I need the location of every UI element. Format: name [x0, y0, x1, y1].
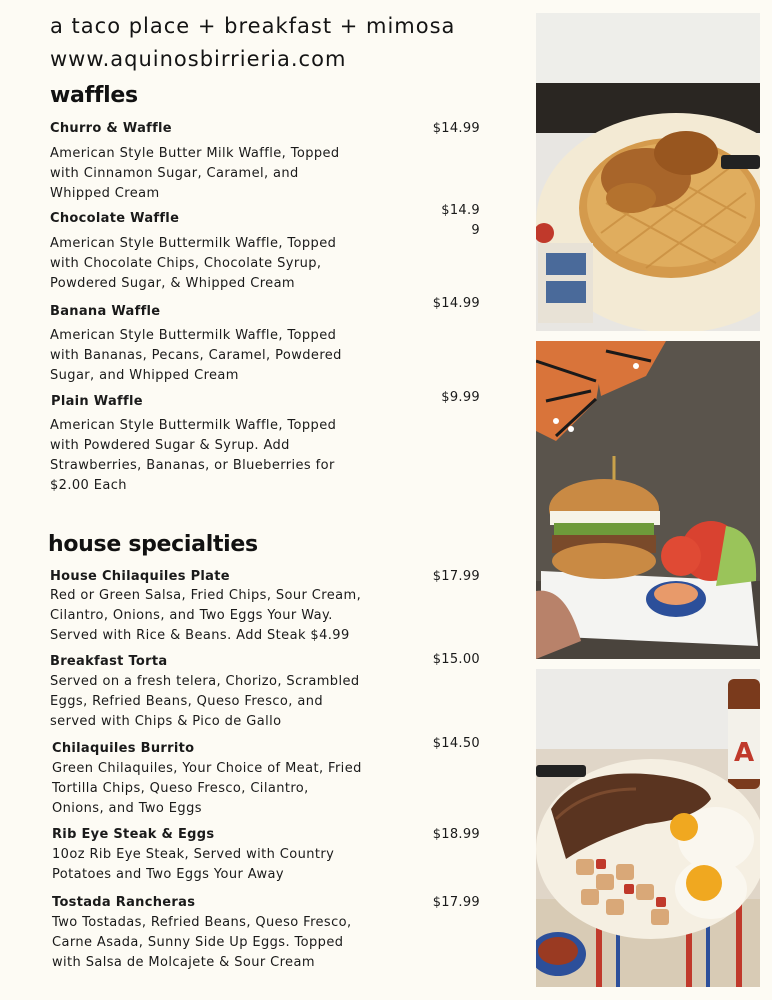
- item-price: $14.99: [432, 296, 480, 311]
- item-price: $14.99: [432, 121, 480, 136]
- item-description: Green Chilaquiles, Your Choice of Meat, Fried Tortilla Chips, Queso Fresco, Cilantro, Onions, and Two Eggs: [52, 761, 362, 816]
- item-description: Served on a fresh telera, Chorizo, Scrambled Eggs, Refried Beans, Queso Fresco, and served with Chips & Pico de Gallo: [50, 674, 360, 729]
- item-name: Churro & Waffle: [50, 121, 172, 136]
- item-description: American Style Buttermilk Waffle, Topped with Chocolate Chips, Chocolate Syrup, Powdered Sugar, & Whipped Cream: [50, 236, 337, 291]
- item-price: $9.99: [441, 390, 480, 405]
- section-title-waffles: waffles: [50, 83, 138, 108]
- bottle-label-text: A: [734, 738, 755, 768]
- item-description: American Style Buttermilk Waffle, Topped with Powdered Sugar & Syrup. Add Strawberries, Bananas, or Blueberries for $2.00 Each: [50, 418, 337, 493]
- section-title-house-specialties: house specialties: [48, 532, 258, 557]
- item-description: 10oz Rib Eye Steak, Served with Country Potatoes and Two Eggs Your Away: [52, 847, 335, 882]
- photo-steak-eggs: [536, 669, 760, 987]
- item-name: Chilaquiles Burrito: [52, 741, 195, 756]
- item-description: Two Tostadas, Refried Beans, Queso Fresco, Carne Asada, Sunny Side Up Eggs. Topped with Salsa de Molcajete & Sour Cream: [52, 915, 352, 970]
- item-price: $17.99: [432, 569, 480, 584]
- item-price: $17.99: [432, 895, 480, 910]
- item-price: $14.50: [432, 736, 480, 751]
- item-name: Chocolate Waffle: [50, 211, 180, 226]
- photo-chicken-waffle: [536, 13, 760, 331]
- item-description: American Style Butter Milk Waffle, Topped with Cinnamon Sugar, Caramel, and Whipped Cream: [50, 146, 340, 201]
- item-price: $18.99: [432, 827, 480, 842]
- item-name: House Chilaquiles Plate: [50, 569, 230, 584]
- item-description: American Style Buttermilk Waffle, Topped with Bananas, Pecans, Caramel, Powdered Sugar, and Whipped Cream: [50, 328, 342, 383]
- item-price: $15.00: [432, 652, 480, 667]
- item-name: Tostada Rancheras: [52, 895, 196, 910]
- menu-tagline: a taco place + breakfast + mimosa: [50, 14, 456, 38]
- item-price: $14.9 9: [441, 203, 480, 238]
- item-name: Breakfast Torta: [50, 654, 168, 669]
- item-name: Banana Waffle: [50, 304, 161, 319]
- website-url[interactable]: www.aquinosbirrieria.com: [50, 47, 347, 71]
- item-description: Red or Green Salsa, Fried Chips, Sour Cream, Cilantro, Onions, and Two Eggs Your Way. Served with Rice & Beans. Add Steak $4.99: [50, 588, 362, 643]
- item-name: Rib Eye Steak & Eggs: [52, 827, 215, 842]
- photo-breakfast-burger: [536, 341, 760, 659]
- item-name: Plain Waffle: [51, 394, 143, 409]
